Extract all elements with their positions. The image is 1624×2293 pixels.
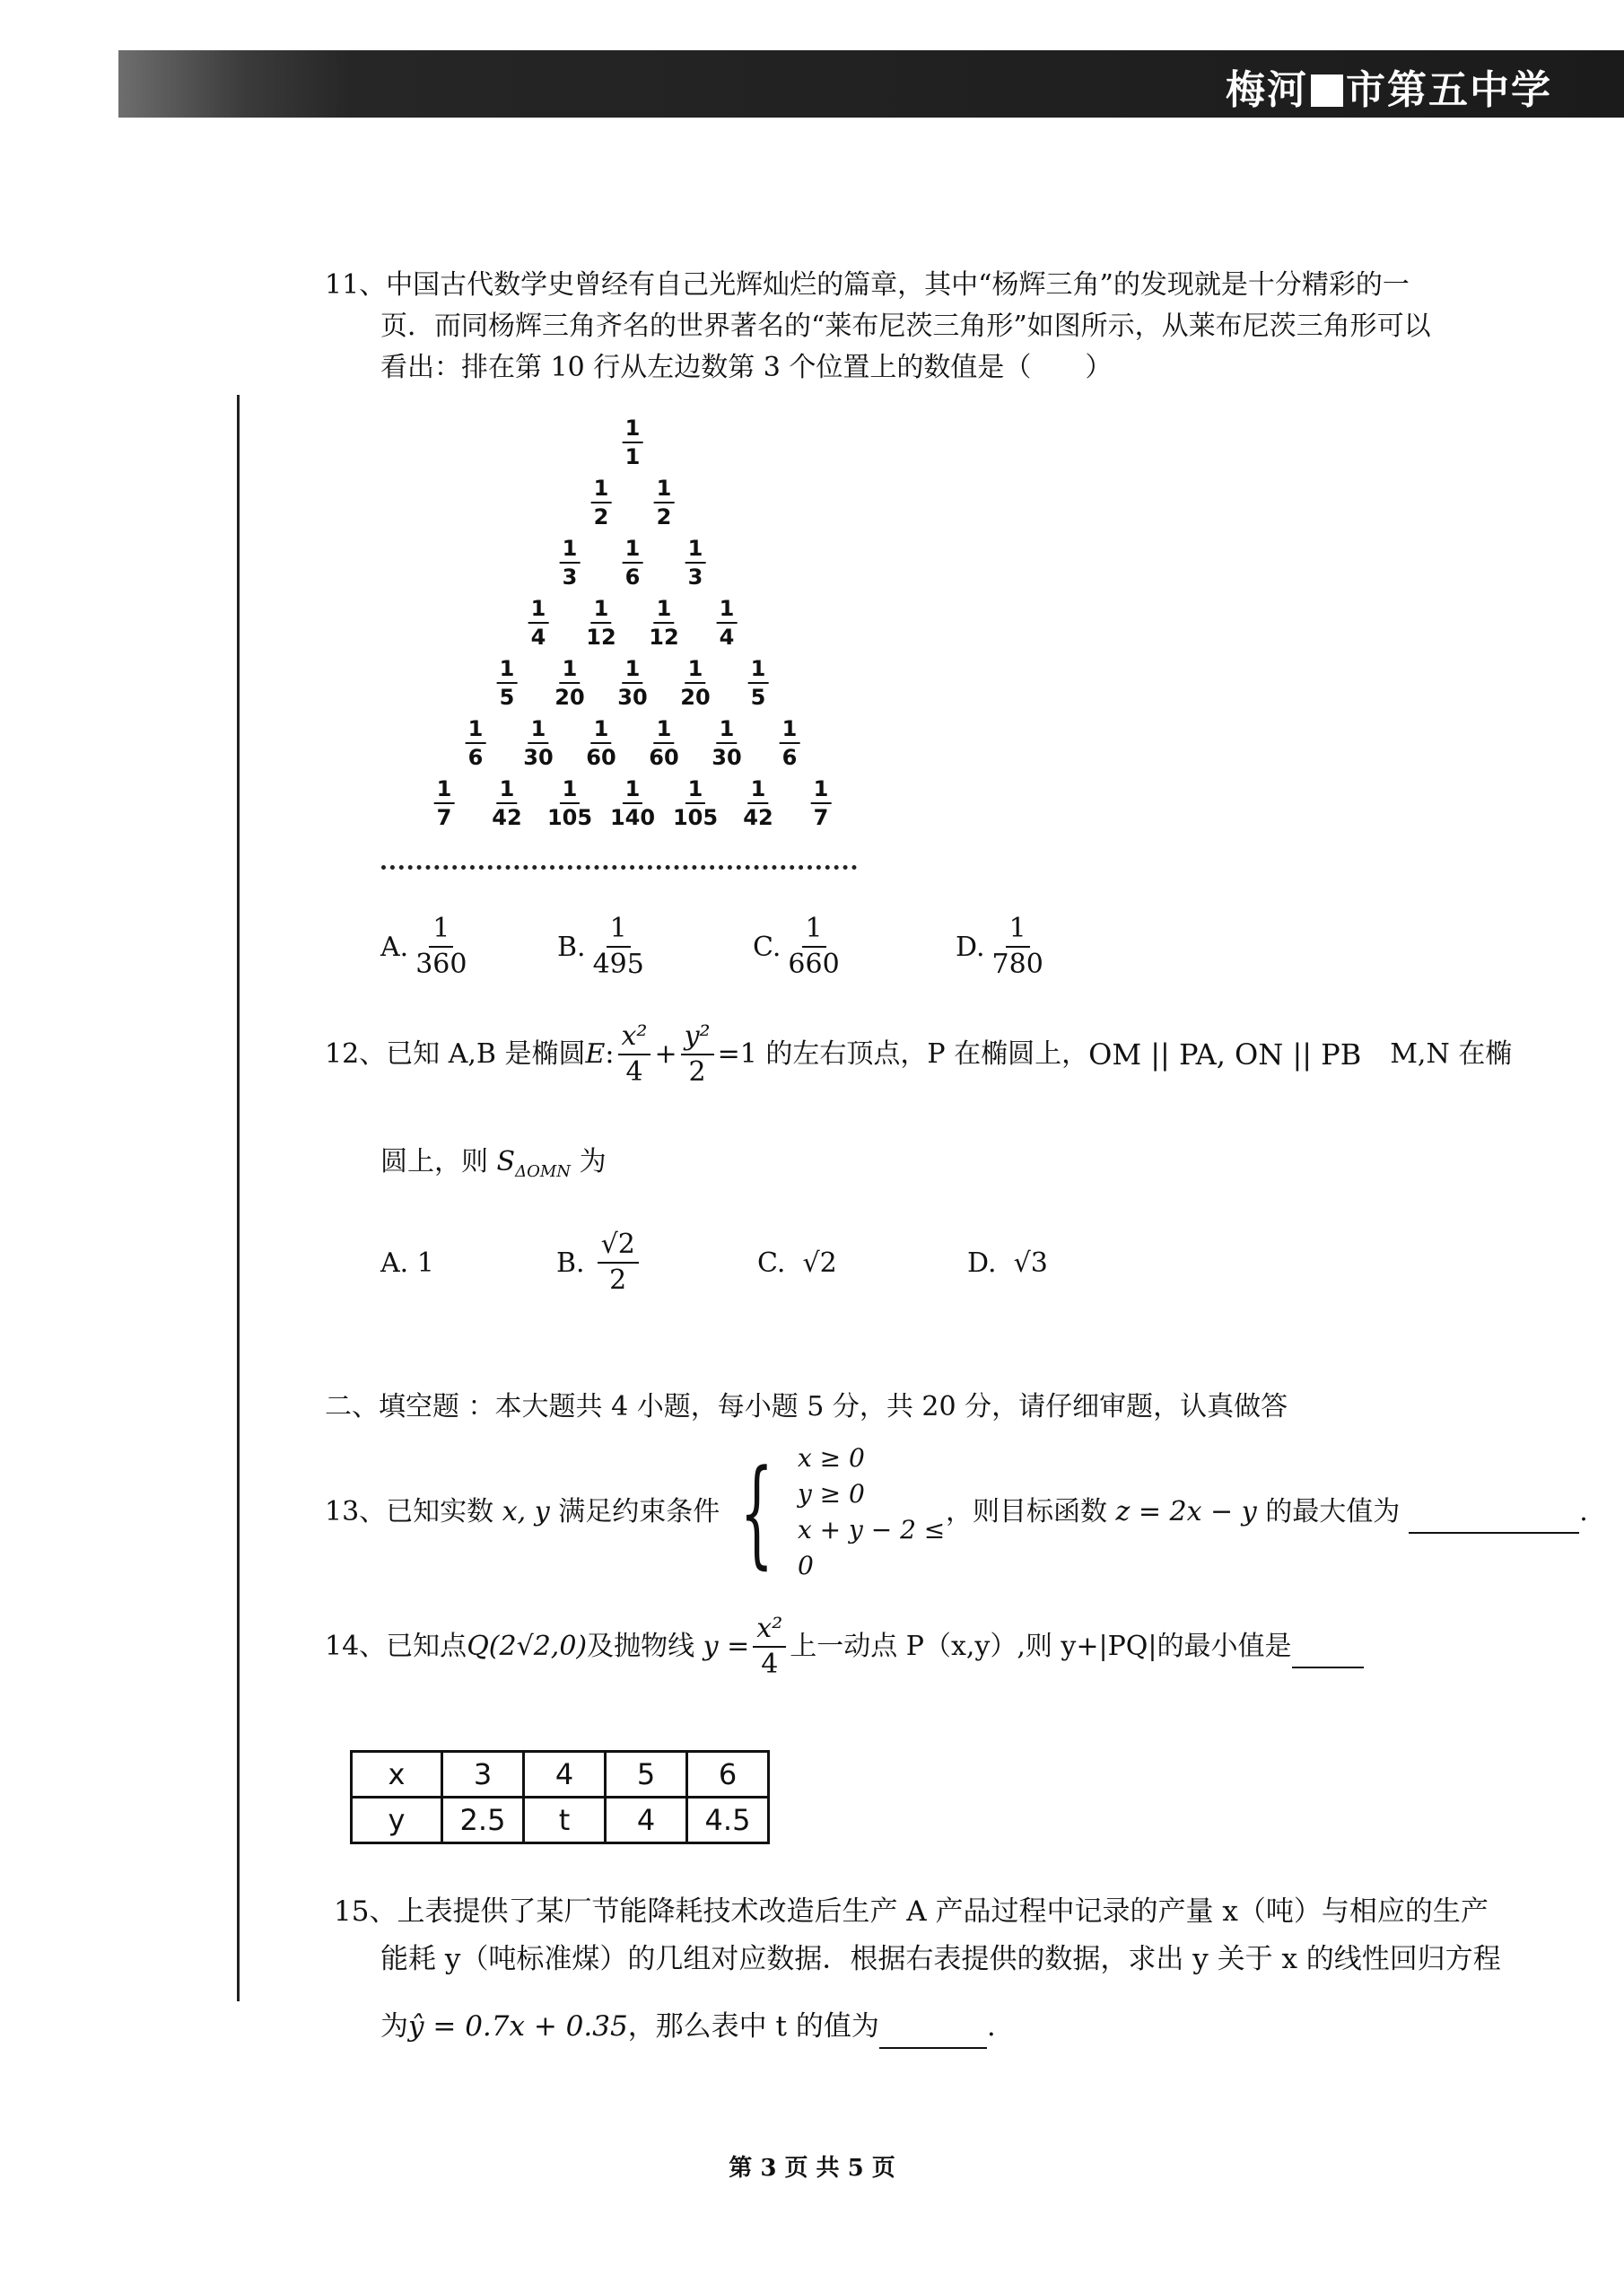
triangle-cell: 1 5: [497, 658, 518, 708]
triangle-cell: 1 7: [434, 778, 455, 828]
data-table: [350, 1750, 770, 1844]
section-title: 二、填空题 ：本大题共 4 小题，每小题 5 分，共 20 分，请仔细审题，认真做答: [325, 1391, 1288, 1422]
q14: 14、已知点 Q(2√2,0) 及抛物线 y = $\frac{\text{x²}}{4}$ 上一动点 P（x,y）,则 y+|PQ|的最小值是: [325, 1615, 1364, 1678]
triangle-cell: 1 3: [560, 538, 581, 588]
q15-line2: 能耗 y（吨标准煤）的几组对应数据．根据右表提供的数据，求出 y 关于 x 的线性回归方程: [380, 1943, 1501, 1975]
q11-choice-c: C. $\frac{1}{660}$: [753, 913, 840, 980]
triangle-cell: 1 60: [586, 716, 616, 770]
triangle-cell: 1 60: [649, 716, 679, 770]
constraint-system: { x ≥ 0 y ≥ 0 x + y − 2 ≤ 0: [739, 1443, 946, 1580]
triangle-cell: 1 30: [712, 716, 742, 770]
q12-choices: [380, 1231, 1048, 1294]
q11-line3: 看出：排在第 10 行从左边数第 3 个位置上的数值是（ ）: [380, 352, 1113, 383]
triangle-cell: 1 5: [748, 658, 769, 708]
triangle-cell: 1 20: [680, 656, 711, 710]
triangle-cell: 1 4: [717, 598, 738, 648]
q11-line1: 11、中国古代数学史曾经有自己光辉灿烂的篇章，其中“杨辉三角”的发现就是十分精彩的一: [325, 269, 1410, 301]
q15-line1: 15、上表提供了某厂节能降耗技术改造后生产 A 产品过程中记录的产量 x（吨）与相应的生产: [334, 1895, 1489, 1928]
triangle-cell: 1 12: [586, 596, 616, 650]
triangle-cell: 1 42: [743, 776, 773, 830]
triangle-cell: 1 6: [780, 718, 800, 768]
q12-choice-b: B. $\frac{√2}{2}$: [556, 1231, 757, 1294]
table-row: x 3 4 5 6: [352, 1752, 769, 1798]
q14-answer-blank[interactable]: [1292, 1625, 1364, 1668]
q12-line2: 圆上，则 $S_{\Delta OMN}$ 为: [380, 1146, 607, 1181]
redaction-block: [1311, 74, 1343, 107]
q12-choice-d: D. √3: [967, 1247, 1048, 1279]
q13: 13、已知实数 x, y 满足约束条件 { x ≥ 0 y ≥ 0 x + y − 2 ≤ 0 ，则目标函数 z = 2x − y 的最大值为 .: [325, 1440, 1588, 1584]
margin-line: [237, 395, 240, 2001]
triangle-cell: 1 4: [528, 598, 549, 648]
triangle-cell: 1 1: [623, 417, 643, 468]
triangle-cell: 1 42: [492, 776, 522, 830]
q12-choice-c: C. √2: [757, 1247, 837, 1279]
triangle-cell: 1 30: [617, 656, 648, 710]
triangle-cell: 1 30: [523, 716, 554, 770]
school-name: 梅河 市第五中学: [1226, 67, 1552, 113]
triangle-cell: 1 20: [554, 656, 585, 710]
triangle-cell: 1 3: [685, 538, 706, 588]
triangle-cell: 1 105: [672, 776, 719, 830]
table-row: y 2.5 t 4 4.5: [352, 1798, 769, 1843]
triangle-cell: 1 105: [546, 776, 593, 830]
triangle-cell: 1 140: [609, 776, 656, 830]
q11-choices: [380, 915, 1051, 978]
q11-line2: 页．而同杨辉三角齐名的世界著名的“莱布尼茨三角形”如图所示，从莱布尼茨三角形可以: [380, 311, 1431, 342]
q12-choice-a: A. 1: [380, 1247, 434, 1279]
page-number: 第 3 页 共 5 页: [729, 2155, 895, 2182]
triangle-cell: 1 12: [649, 596, 679, 650]
q11-choice-b: B. $\frac{1}{495}$: [557, 913, 644, 980]
q12-line1: 12、已知 A,B 是椭圆 E : $\frac{\text{x²}}{4}$ + $\frac{\text{y²}}{2}$ =1 的左右顶点，P 在椭圆上， OM || PA, ON || PB M,N 在椭: [325, 1020, 1513, 1088]
q15-line3: 为ŷ = 0.7x + 0.35，那么表中 t 的值为 .: [380, 2006, 996, 2049]
triangle-cell: 1 6: [623, 538, 643, 588]
triangle-ellipsis: [381, 865, 857, 870]
q11-choice-a: A. $\frac{1}{360}$: [380, 913, 467, 980]
triangle-cell: 1 2: [591, 477, 612, 528]
header-bar: [118, 50, 1624, 118]
triangle-cell: 1 2: [654, 477, 675, 528]
q11-choice-d: D. $\frac{1}{780}$: [956, 913, 1043, 980]
q15-answer-blank[interactable]: [879, 2006, 987, 2049]
triangle-cell: 1 6: [466, 718, 486, 768]
triangle-cell: 1 7: [811, 778, 832, 828]
q13-answer-blank[interactable]: [1409, 1491, 1579, 1534]
